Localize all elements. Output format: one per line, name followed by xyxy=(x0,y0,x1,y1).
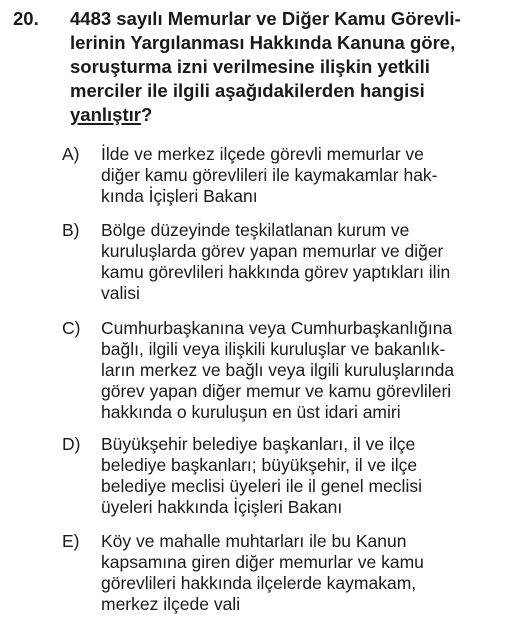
option-line: kamu görevlileri hakkında görev yaptıkları ilin xyxy=(101,262,451,282)
stem-line: 4483 sayılı Memurlar ve Diğer Kamu Görevli- xyxy=(70,8,461,29)
question-stem xyxy=(70,7,516,127)
option-line: kapsamına giren diğer memurlar ve kamu xyxy=(101,552,424,572)
option-line: diğer kamu görevlileri ile kaymakamlar hak- xyxy=(101,165,438,185)
option-line: Köy ve mahalle muhtarları ile bu Kanun xyxy=(101,531,407,551)
option-line: merkez ilçede vali xyxy=(101,594,241,614)
option-line: kuruluşlarda görev yapan memurlar ve diğer xyxy=(101,241,444,261)
option-line: Cumhurbaşkanına veya Cumhurbaşkanlığına xyxy=(101,318,453,338)
option-line: valisi xyxy=(101,283,140,303)
option-letter: A) xyxy=(62,144,80,164)
option-line: görev yapan diğer memur ve kamu görevlileri xyxy=(101,381,452,401)
option-line: belediye meclisi üyeleri ile il genel meclisi xyxy=(101,476,422,496)
stem-line: merciler ile ilgili aşağıdakilerden hangisi xyxy=(70,80,425,101)
option-line: belediye başkanları; büyükşehir, il ve ilçe xyxy=(101,455,418,475)
stem-line-last xyxy=(70,103,516,127)
option-text xyxy=(101,220,515,304)
underlined-keyword: yanlıştır xyxy=(70,104,141,125)
option-line: Büyükşehir belediye başkanları, il ve ilçe xyxy=(101,434,416,454)
option-line: kında İçişleri Bakanı xyxy=(101,186,258,206)
option-text xyxy=(101,144,515,207)
option-text xyxy=(101,318,515,423)
option-letter: B) xyxy=(62,220,80,240)
option-line: Bölge düzeyinde teşkilatlanan kurum ve xyxy=(101,220,410,240)
option-line: İlde ve merkez ilçede görevli memurlar ve xyxy=(101,144,424,164)
option-line: görevlileri hakkında ilçelerde kaymakam, xyxy=(101,573,417,593)
stem-line: lerinin Yargılanması Hakkında Kanuna göre, xyxy=(70,32,456,53)
question-number: 20. xyxy=(13,8,39,29)
question-mark: ? xyxy=(140,104,153,125)
option-text xyxy=(101,434,515,518)
option-line: üyeleri hakkında İçişleri Bakanı xyxy=(101,497,343,517)
option-line: ların merkez ve bağlı veya ilgili kuruluşlarında xyxy=(101,360,455,380)
stem-line: soruşturma izni verilmesine ilişkin yetkili xyxy=(70,56,430,77)
option-letter: C) xyxy=(62,318,81,338)
option-line: bağlı, ilgili veya ilişkili kuruluşlar ve bakanlık- xyxy=(101,339,446,359)
option-line: hakkında o kuruluşun en üst idari amiri xyxy=(101,402,401,422)
option-letter: D) xyxy=(62,434,81,454)
option-letter: E) xyxy=(62,531,80,551)
option-text xyxy=(101,531,515,615)
